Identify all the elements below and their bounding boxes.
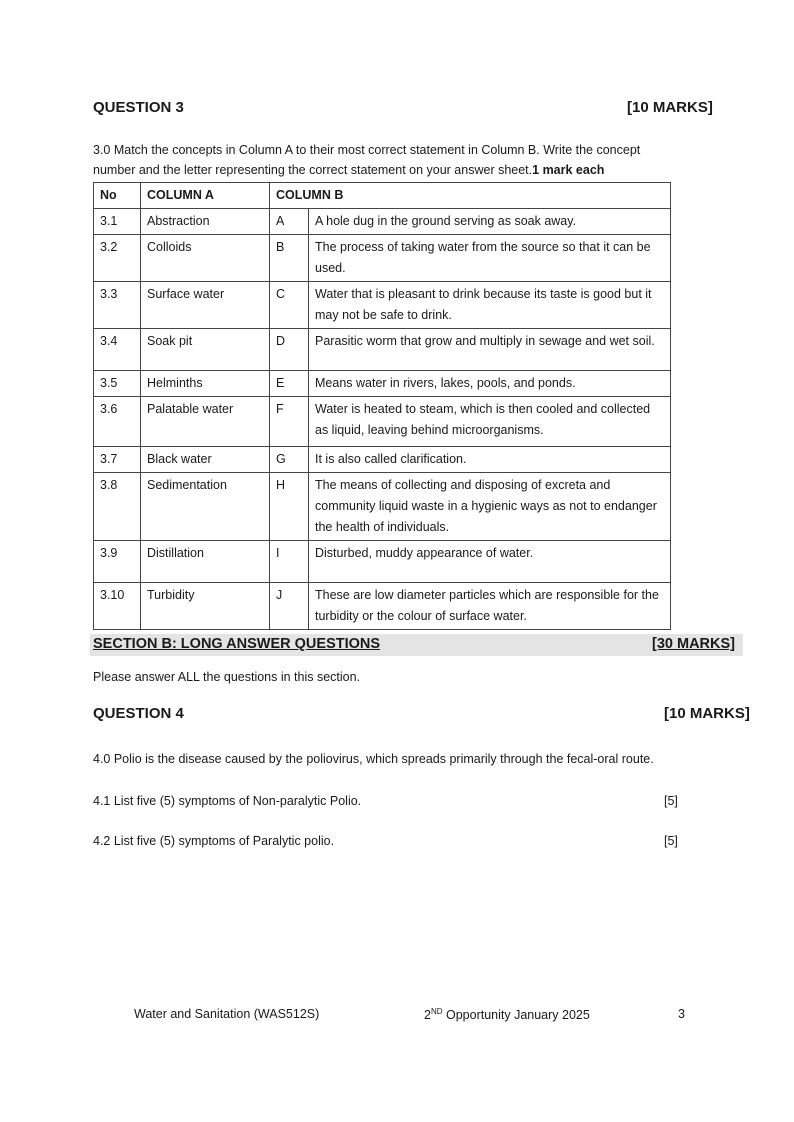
column-b-letter: D	[270, 329, 309, 371]
section-b-note: Please answer ALL the questions in this section.	[93, 670, 361, 684]
column-b-letter: G	[270, 447, 309, 473]
question-4-2: 4.2 List five (5) symptoms of Paralytic polio.	[93, 834, 335, 848]
opp-sup: ND	[430, 1007, 443, 1016]
matching-table	[93, 182, 671, 630]
column-b-letter: I	[270, 541, 309, 583]
section-b-title: SECTION B: LONG ANSWER QUESTIONS	[93, 636, 381, 652]
column-a-concept: Helminths	[141, 371, 270, 397]
column-a-concept: Colloids	[141, 235, 270, 282]
table-row	[94, 371, 671, 397]
footer-opportunity	[424, 1007, 590, 1022]
column-b-letter: J	[270, 583, 309, 630]
row-number: 3.3	[94, 282, 141, 329]
section-b-marks: [30 MARKS]	[652, 636, 735, 652]
header-no: No	[94, 183, 141, 209]
table-row	[94, 447, 671, 473]
question-3-instruction-cont	[93, 163, 604, 177]
question-4-1-marks: [5]	[664, 794, 678, 808]
column-b-statement: Disturbed, muddy appearance of water.	[309, 541, 671, 583]
row-number: 3.8	[94, 473, 141, 541]
marks-note: 1 mark each	[532, 163, 605, 177]
column-b-statement: Means water in rivers, lakes, pools, and ponds.	[309, 371, 671, 397]
row-number: 3.6	[94, 397, 141, 447]
section-b-banner	[90, 634, 743, 656]
column-a-concept: Palatable water	[141, 397, 270, 447]
table-header-row	[94, 183, 671, 209]
column-b-statement: The process of taking water from the source so that it can be used.	[309, 235, 671, 282]
column-b-letter: F	[270, 397, 309, 447]
column-a-concept: Abstraction	[141, 209, 270, 235]
column-b-statement: A hole dug in the ground serving as soak away.	[309, 209, 671, 235]
row-number: 3.5	[94, 371, 141, 397]
table-row	[94, 329, 671, 371]
question-4-intro: 4.0 Polio is the disease caused by the poliovirus, which spreads primarily through the fecal-oral route.	[93, 752, 654, 766]
question-3-title: QUESTION 3	[93, 99, 184, 116]
column-b-letter: B	[270, 235, 309, 282]
footer-page-number: 3	[678, 1007, 685, 1021]
table-row	[94, 282, 671, 329]
column-b-statement: It is also called clarification.	[309, 447, 671, 473]
footer-course: Water and Sanitation (WAS512S)	[134, 1007, 320, 1021]
column-b-letter: H	[270, 473, 309, 541]
question-3-marks: [10 MARKS]	[627, 99, 713, 116]
row-number: 3.9	[94, 541, 141, 583]
column-a-concept: Black water	[141, 447, 270, 473]
opp-num: 2	[424, 1008, 431, 1023]
header-column-a: COLUMN A	[141, 183, 270, 209]
column-a-concept: Surface water	[141, 282, 270, 329]
question-4-title: QUESTION 4	[93, 705, 184, 722]
row-number: 3.1	[94, 209, 141, 235]
column-a-concept: Distillation	[141, 541, 270, 583]
instruction-text: number and the letter representing the correct statement on your answer sheet.	[93, 163, 533, 177]
row-number: 3.2	[94, 235, 141, 282]
question-4-marks: [10 MARKS]	[664, 705, 750, 722]
column-b-statement: Water is heated to steam, which is then cooled and collected as liquid, leaving behind microorganisms.	[309, 397, 671, 447]
question-3-instruction: 3.0 Match the concepts in Column A to their most correct statement in Column B. Write the concept	[93, 143, 641, 157]
table-row	[94, 541, 671, 583]
column-b-letter: C	[270, 282, 309, 329]
column-b-letter: E	[270, 371, 309, 397]
question-4-2-marks: [5]	[664, 834, 678, 848]
column-b-letter: A	[270, 209, 309, 235]
row-number: 3.10	[94, 583, 141, 630]
row-number: 3.4	[94, 329, 141, 371]
column-a-concept: Soak pit	[141, 329, 270, 371]
row-number: 3.7	[94, 447, 141, 473]
table-row	[94, 397, 671, 447]
column-b-statement: Water that is pleasant to drink because its taste is good but it may not be safe to drink.	[309, 282, 671, 329]
column-b-statement: The means of collecting and disposing of excreta and community liquid waste in a hygienic ways as not to endanger the health of individuals.	[309, 473, 671, 541]
column-a-concept: Turbidity	[141, 583, 270, 630]
column-b-statement: These are low diameter particles which are responsible for the turbidity or the colour of surface water.	[309, 583, 671, 630]
table-row	[94, 473, 671, 541]
table-row	[94, 235, 671, 282]
column-a-concept: Sedimentation	[141, 473, 270, 541]
table-row	[94, 209, 671, 235]
question-4-1: 4.1 List five (5) symptoms of Non-paralytic Polio.	[93, 794, 362, 808]
opp-rest: Opportunity January 2025	[442, 1008, 590, 1023]
column-b-statement: Parasitic worm that grow and multiply in sewage and wet soil.	[309, 329, 671, 371]
table-row	[94, 583, 671, 630]
header-column-b: COLUMN B	[270, 183, 671, 209]
